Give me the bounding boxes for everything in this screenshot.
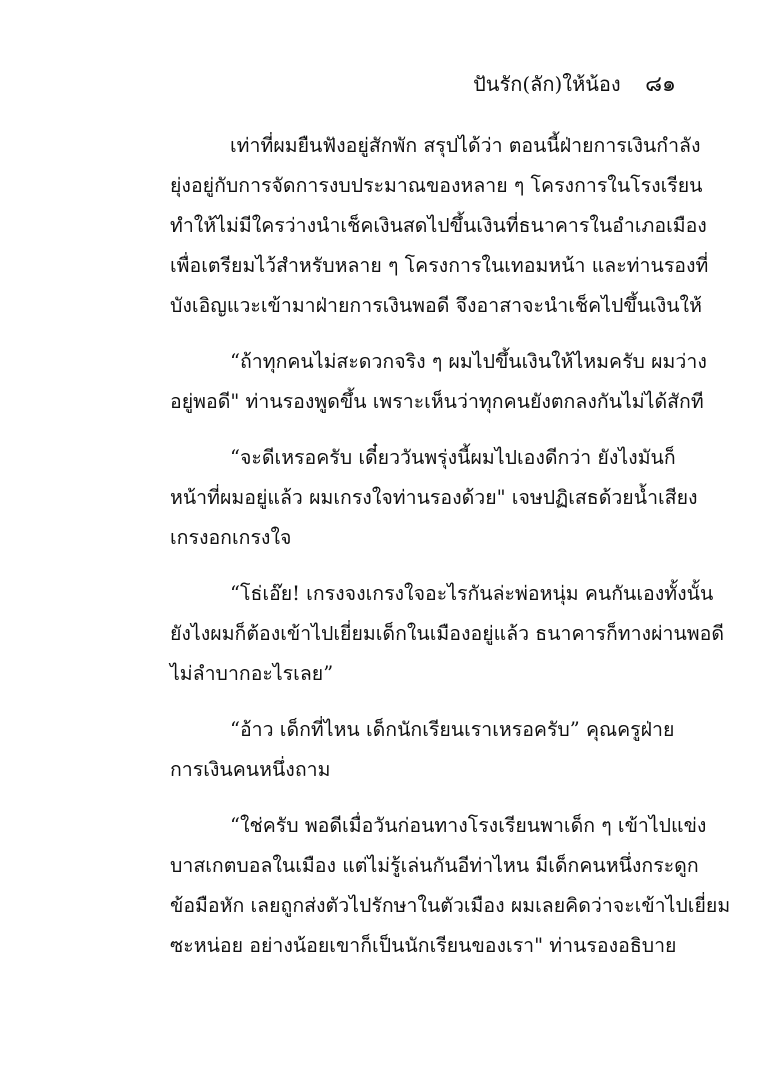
text-line: เท่าที่ผมยืนฟังอยู่สักพัก สรุปได้ว่า ตอนนี้ฝ่ายการเงินกำลัง: [230, 134, 701, 157]
text-line: อยู่พอดี" ท่านรองพูดขึ้น เพราะเห็นว่าทุกคนยังตกลงกันไม่ได้สักที: [170, 390, 704, 413]
text-line: เพื่อเตรียมไว้สำหรับหลาย ๆ โครงการในเทอมหน้า และท่านรองที่: [170, 254, 709, 277]
text-line: ยังไงผมก็ต้องเข้าไปเยี่ยมเด็กในเมืองอยู่แล้ว ธนาคารก็ทางผ่านพอดี: [170, 622, 725, 645]
text-line: ซะหน่อย อย่างน้อยเขาก็เป็นนักเรียนของเรา" ท่านรองอธิบาย: [170, 934, 677, 957]
page-body: [170, 126, 731, 982]
text-line: ทำให้ไม่มีใครว่างนำเช็คเงินสดไปขึ้นเงินที่ธนาคารในอำเภอเมือง: [170, 214, 707, 237]
paragraph-6: [170, 806, 731, 966]
paragraph-2: [170, 342, 707, 422]
paragraph-5: [170, 710, 680, 790]
text-line: ไม่ลำบากอะไรเลย”: [170, 662, 334, 685]
text-line: เกรงอกเกรงใจ: [170, 526, 292, 549]
text-line: หน้าที่ผมอยู่แล้ว ผมเกรงใจท่านรองด้วย" เจษปฏิเสธด้วยน้ำเสียง: [170, 486, 698, 509]
text-line: บาสเกตบอลในเมือง แต่ไม่รู้เล่นกันอีท่าไหน มีเด็กคนหนึ่งกระดูก: [170, 854, 699, 877]
text-line: ข้อมือหัก เลยถูกส่งตัวไปรักษาในตัวเมือง ผมเลยคิดว่าจะเข้าไปเยี่ยม: [170, 894, 731, 917]
text-line: “โธ่เอ๊ย! เกรงจงเกรงใจอะไรกันล่ะพ่อหนุ่ม คนกันเองทั้งนั้น: [230, 582, 714, 605]
text-line: ยุ่งอยู่กับการจัดการงบประมาณของหลาย ๆ โครงการในโรงเรียน: [170, 174, 703, 197]
running-header: [473, 70, 676, 99]
text-line: บังเอิญแวะเข้ามาฝ่ายการเงินพอดี จึงอาสาจะนำเช็คไปขึ้นเงินให้: [170, 294, 702, 317]
book-title: ปันรัก(ลัก)ให้น้อง: [473, 72, 621, 96]
text-line: การเงินคนหนึ่งถาม: [170, 758, 331, 781]
paragraph-1: [170, 126, 709, 326]
paragraph-3: [170, 438, 698, 558]
paragraph-4: [170, 574, 725, 694]
text-line: “อ้าว เด็กที่ไหน เด็กนักเรียนเราเหรอครับ” คุณครูฝ่าย: [230, 718, 675, 741]
text-line: “ถ้าทุกคนไม่สะดวกจริง ๆ ผมไปขึ้นเงินให้ไหมครับ ผมว่าง: [230, 350, 707, 373]
text-line: “ใช่ครับ พอดีเมื่อวันก่อนทางโรงเรียนพาเด็ก ๆ เข้าไปแข่ง: [230, 814, 707, 837]
text-line: “จะดีเหรอครับ เดี๋ยววันพรุ่งนี้ผมไปเองดีกว่า ยังไงมันก็: [230, 446, 676, 469]
page-number: ๘๑: [645, 72, 676, 97]
